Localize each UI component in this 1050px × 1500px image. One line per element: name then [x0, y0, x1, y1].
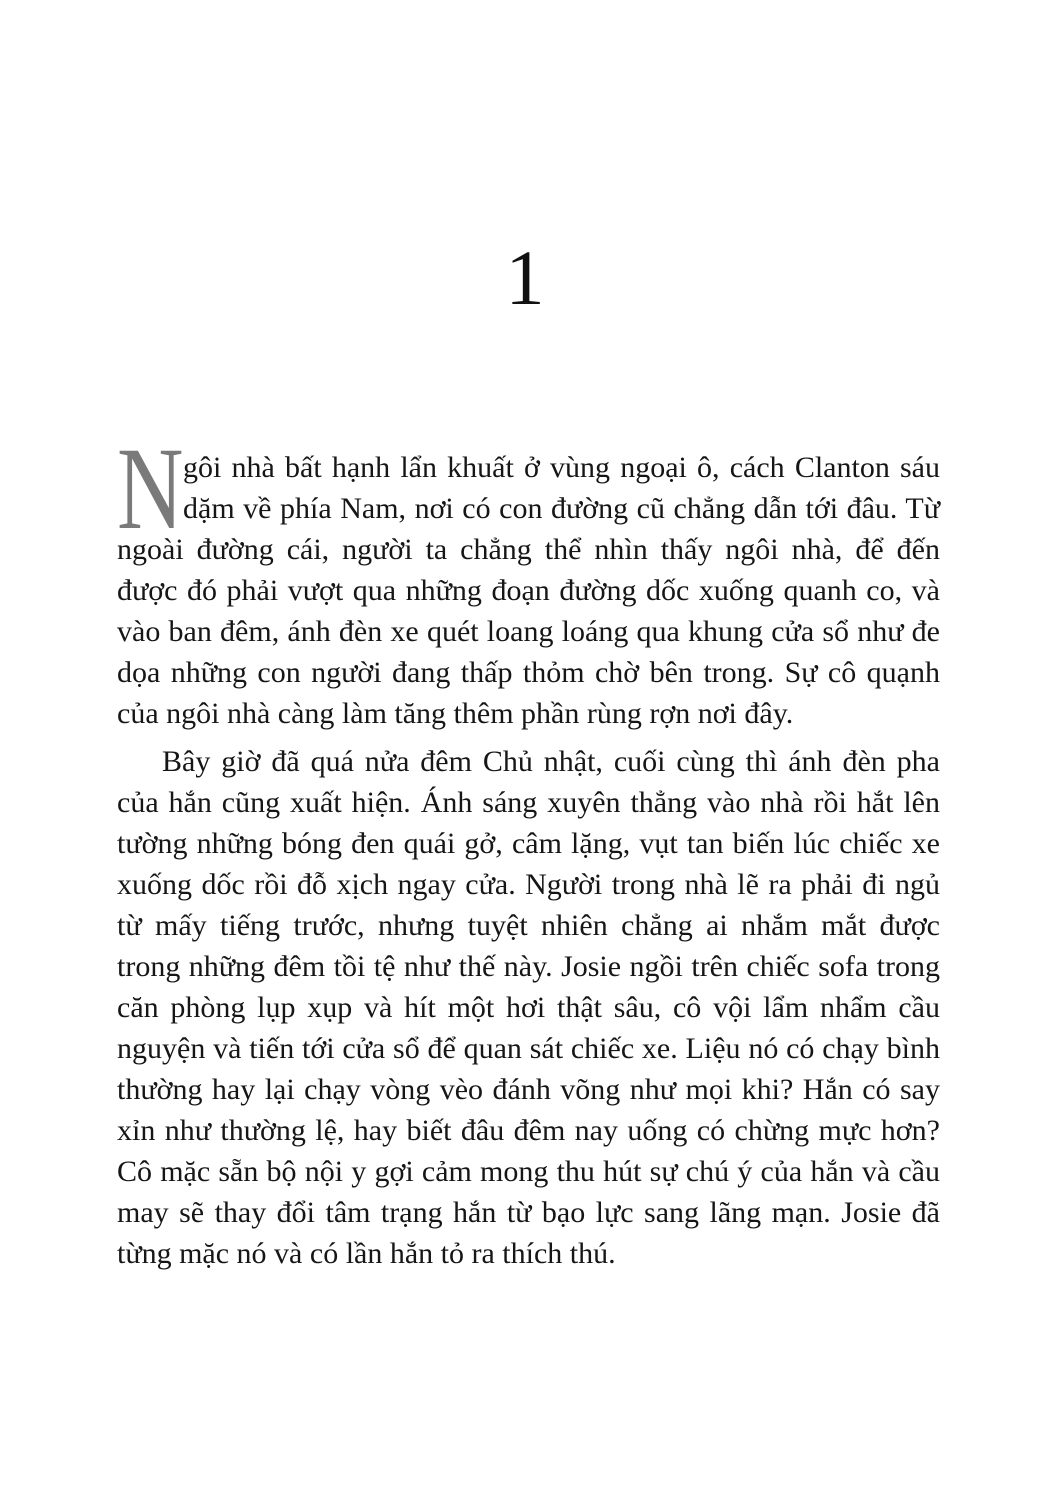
paragraph-text: gôi nhà bất hạnh lẩn khuất ở vùng ngoại ô, cách Clanton sáu dặm về phía Nam, nơi có con đường cũ chẳng dẫn tới đâu. Từ ngoài đường cái, người ta chẳng thể nhìn thấy ngôi nhà, để đến được đó phải vượt qua những đoạn đường dốc xuống quanh co, và vào ban đêm, ánh đèn xe quét loang loáng qua khung cửa sổ như đe dọa những con người đang thấp thỏm chờ bên trong. Sự cô quạnh của ngôi nhà càng làm tăng thêm phần rùng rợn nơi đây.	[117, 451, 940, 730]
chapter-number: 1	[505, 234, 545, 321]
paragraph	[117, 423, 940, 734]
drop-cap-letter: N	[117, 423, 184, 554]
paragraph-text: Bây giờ đã quá nửa đêm Chủ nhật, cuối cùng thì ánh đèn pha của hắn cũng xuất hiện. Ánh sáng xuyên thẳng vào nhà rồi hắt lên tường những bóng đen quái gở, câm lặng, vụt tan biến lúc chiếc xe xuống dốc rồi đỗ xịch ngay cửa. Người trong nhà lẽ ra phải đi ngủ từ mấy tiếng trước, nhưng tuyệt nhiên chẳng ai nhắm mắt được trong những đêm tồi tệ như thế này. Josie ngồi trên chiếc sofa trong căn phòng lụp xụp và hít một hơi thật sâu, cô vội lẩm nhẩm cầu nguyện và tiến tới cửa sổ để quan sát chiếc xe. Liệu nó có chạy bình thường hay lại chạy vòng vèo đánh võng như mọi khi? Hắn có say xỉn như thường lệ, hay biết đâu đêm nay uống có chừng mực hơn? Cô mặc sẵn bộ nội y gợi cảm mong thu hút sự chú ý của hắn và cầu may sẽ thay đổi tâm trạng hắn từ bạo lực sang lãng mạn. Josie đã từng mặc nó và có lần hắn tỏ ra thích thú.	[117, 745, 940, 1270]
paragraph	[117, 741, 940, 1274]
page-content	[117, 423, 940, 1274]
